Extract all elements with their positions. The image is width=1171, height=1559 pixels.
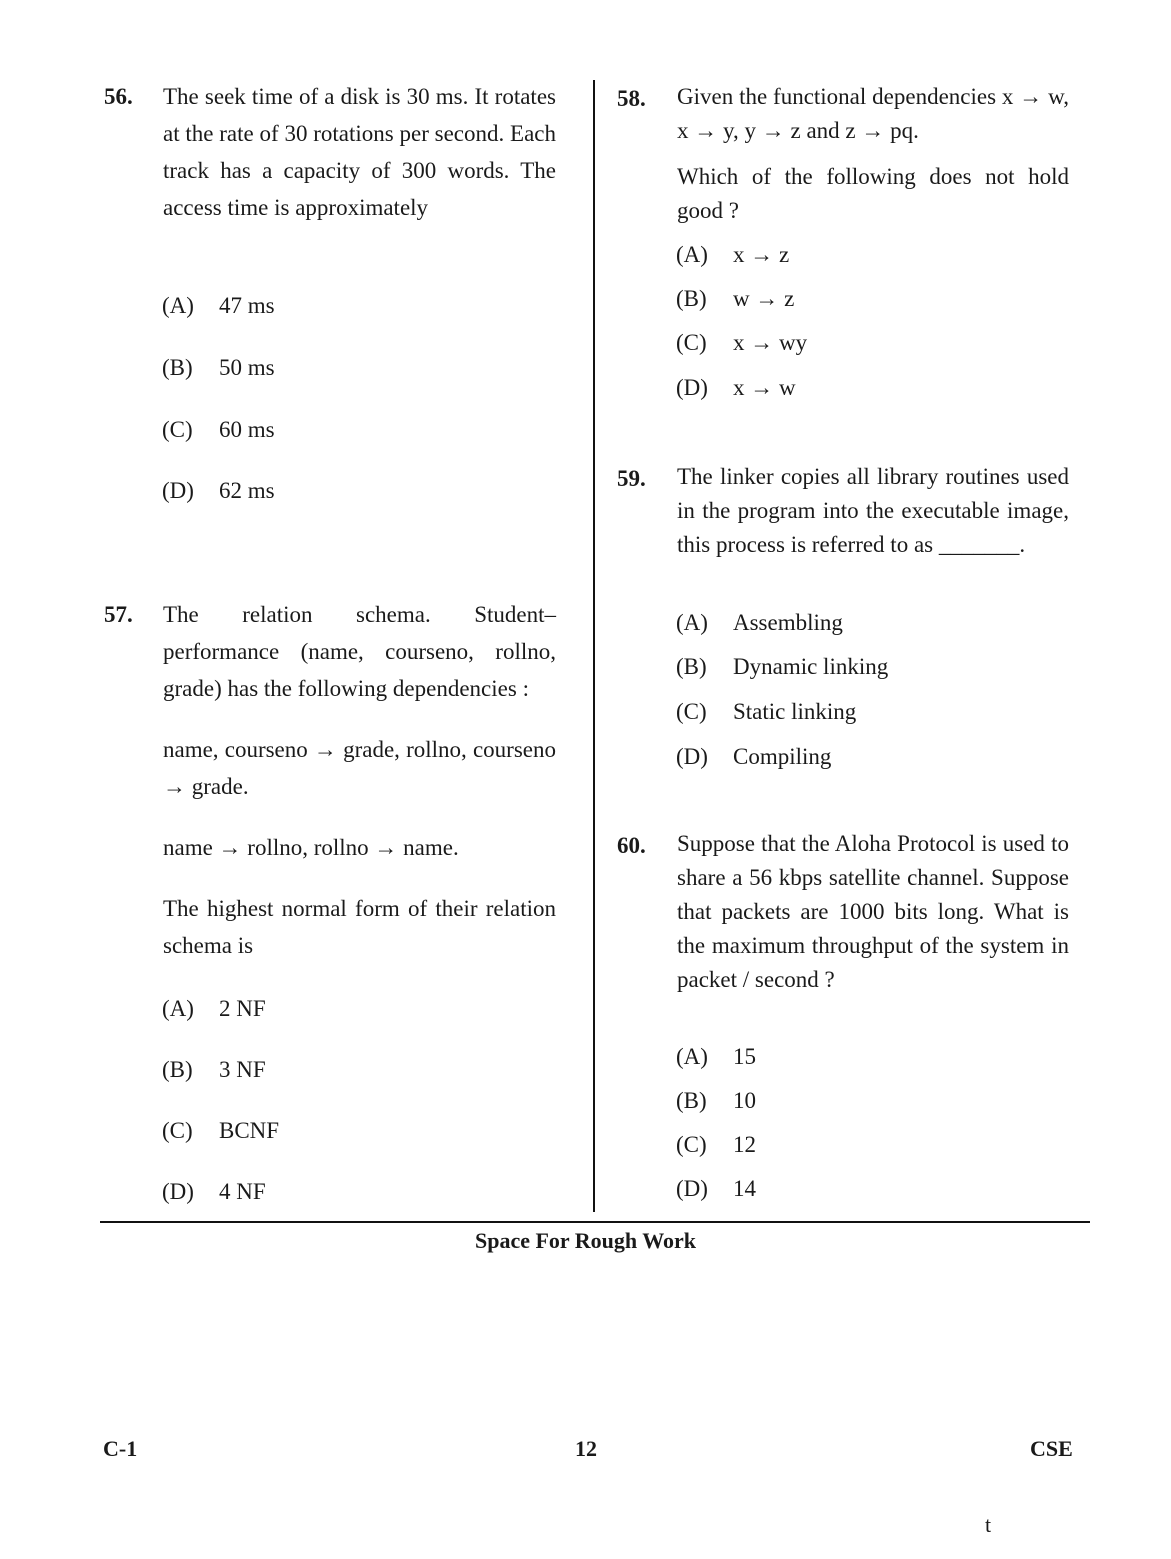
option-b[interactable]: (B) 50 ms (162, 355, 275, 380)
option-d[interactable]: (D) 4 NF (162, 1179, 266, 1204)
question-number: 56. (104, 84, 133, 109)
option-a[interactable]: (A) Assembling (676, 610, 843, 635)
option-b[interactable]: (B) 10 (676, 1088, 756, 1113)
column-divider (593, 80, 595, 1212)
option-b[interactable]: (B) Dynamic linking (676, 654, 889, 679)
page-number: 12 (575, 1436, 597, 1461)
corner-mark: t (985, 1512, 992, 1537)
question-number: 60. (617, 833, 646, 858)
rough-work-rule (100, 1221, 1090, 1223)
question-number: 59. (617, 466, 646, 491)
question-59 (617, 460, 1069, 780)
question-text: Suppose that the Aloha Protocol is used to share a 56 kbps satellite channel. Suppose that packets are 1000 bits long. What is the maximum throughput of the system in packet / second ? (677, 831, 1069, 992)
question-text: Given the functional dependencies x → w, x → y, y → z and z → pq. Which of the following does not hold good ? (677, 84, 1069, 223)
option-a[interactable]: (A) 47 ms (162, 293, 275, 318)
footer-subject: CSE (1030, 1436, 1073, 1461)
option-c[interactable]: (C) x → wy (676, 330, 808, 355)
question-57 (104, 596, 556, 1216)
question-56 (104, 78, 556, 558)
question-text: The relation schema. Student–performance (name, courseno, rollno, grade) has the following dependencies : name, courseno → grade, rollno, courseno → grade. name → rollno, rollno → name. The highest normal form of their relation schema is (163, 602, 556, 958)
question-number: 58. (617, 86, 646, 111)
option-d[interactable]: (D) 14 (676, 1176, 756, 1201)
option-a[interactable]: (A) 15 (676, 1044, 756, 1069)
option-b[interactable]: (B) 3 NF (162, 1057, 266, 1082)
option-c[interactable]: (C) 12 (676, 1132, 756, 1157)
option-c[interactable]: (C) Static linking (676, 699, 857, 724)
option-d[interactable]: (D) x → w (676, 375, 796, 400)
question-60 (617, 827, 1069, 1217)
option-d[interactable]: (D) Compiling (676, 744, 832, 769)
footer-left-code: C-1 (103, 1436, 138, 1461)
question-58 (617, 80, 1069, 410)
question-number: 57. (104, 602, 133, 627)
option-d[interactable]: (D) 62 ms (162, 478, 275, 503)
option-c[interactable]: (C) 60 ms (162, 417, 275, 442)
option-c[interactable]: (C) BCNF (162, 1118, 280, 1143)
question-text: The linker copies all library routines used in the program into the executable image, this process is referred to as _______. (677, 464, 1069, 557)
question-text: The seek time of a disk is 30 ms. It rotates at the rate of 30 rotations per second. Each track has a capacity of 300 words. The access time is approximately (163, 84, 556, 220)
option-a[interactable]: (A) x → z (676, 242, 790, 267)
rough-work-heading: Space For Rough Work (474, 1228, 697, 1253)
option-b[interactable]: (B) w → z (676, 286, 795, 311)
option-a[interactable]: (A) 2 NF (162, 996, 266, 1021)
